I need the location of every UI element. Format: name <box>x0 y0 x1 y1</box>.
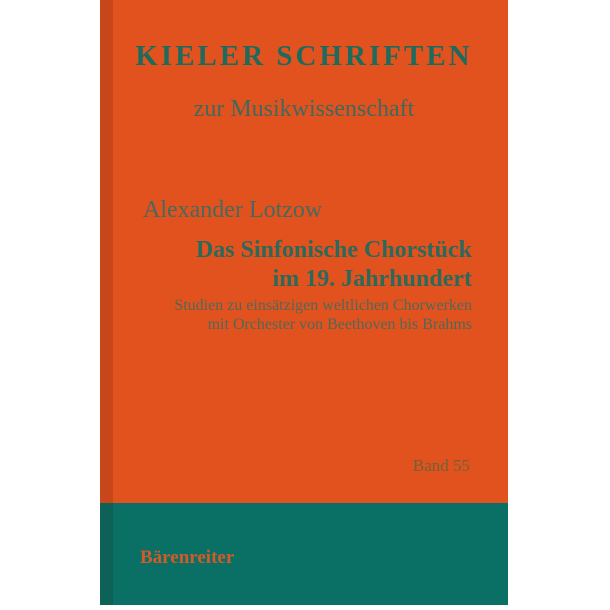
book-title-line-1: Das Sinfonische Chorstück <box>195 237 472 263</box>
book-subtitle <box>174 296 472 334</box>
book-subtitle-line-2: mit Orchester von Beethoven bis Brahms <box>207 316 472 333</box>
book-title <box>196 236 472 294</box>
book-subtitle-line-1: Studien zu einsätzigen weltlichen Chorwerken <box>174 297 472 314</box>
spine-shadow <box>100 0 113 605</box>
book-title-line-2: im 19. Jahrhundert <box>272 266 472 292</box>
author-name: Alexander Lotzow <box>143 197 323 223</box>
series-title: KIELER SCHRIFTEN <box>135 40 473 72</box>
volume-label: Band 55 <box>412 456 470 475</box>
publisher-logo: Bärenreiter <box>140 547 235 568</box>
series-subtitle: zur Musikwissenschaft <box>193 96 415 122</box>
book-cover <box>100 0 508 605</box>
